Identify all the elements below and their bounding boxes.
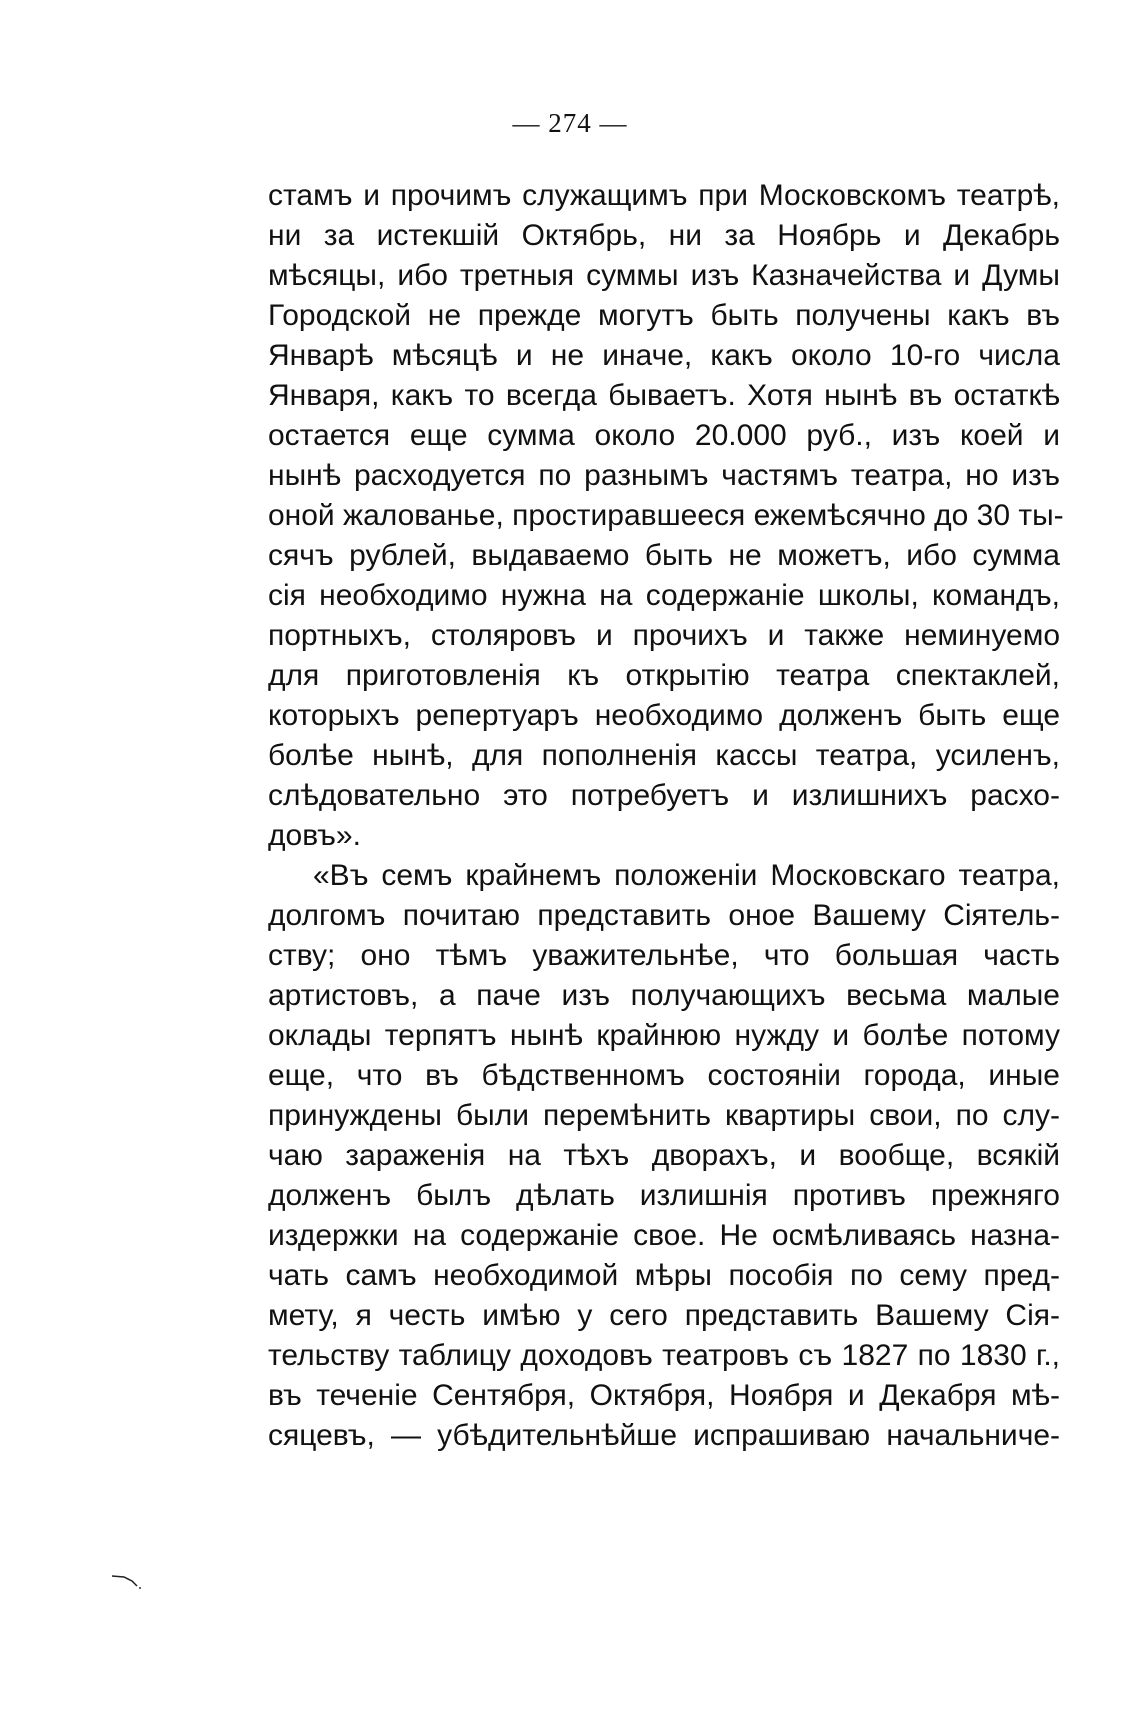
paragraph-2 [268,856,1060,1456]
text-line: ни за истекшій Октябрь, ни за Ноябрь и Декабрь [268,219,1060,252]
text-line: долгомъ почитаю представить оное Вашему Сіятель- [268,899,1060,932]
text-line: для приготовленія къ открытію театра спектаклей, [268,659,1060,692]
text-line: оной жалованье, простиравшееся ежемѣсячно до 30 ты- [268,499,1064,532]
text-line: чаю зараженія на тѣхъ дворахъ, и вообще, всякій [268,1139,1060,1172]
text-line: ству; оно тѣмъ уважительнѣе, что большая часть [268,939,1060,972]
text-line: мету, я честь имѣю у сего представить Вашему Сія- [268,1299,1060,1332]
text-line: остается еще сумма около 20.000 руб., изъ коей и [268,419,1060,452]
text-line: издержки на содержаніе свое. Не осмѣливаясь назна- [268,1219,1060,1252]
text-line: оклады терпятъ нынѣ крайнюю нужду и болѣе потому [268,1019,1060,1052]
page-number: — 274 — [512,108,628,138]
text-line: мѣсяцы, ибо третныя суммы изъ Казначейства и Думы [268,259,1060,292]
text-line: Января, какъ то всегда бываетъ. Хотя нынѣ въ остаткѣ [268,379,1060,412]
scan-speck-mark [110,1572,150,1592]
text-line: артистовъ, а паче изъ получающихъ весьма малые [268,979,1060,1012]
text-line: Январѣ мѣсяцѣ и не иначе, какъ около 10-го числа [268,339,1060,372]
text-line: долженъ былъ дѣлать излишнія противъ прежняго [268,1179,1060,1212]
paragraph-1 [268,176,1064,856]
text-line: еще, что въ бѣдственномъ состояніи города, иные [268,1059,1060,1092]
text-line: тельству таблицу доходовъ театровъ съ 1827 по 1830 г., [268,1339,1060,1372]
text-line: сяцевъ, — убѣдительнѣйше испрашиваю начальниче- [268,1419,1060,1452]
text-line: слѣдовательно это потребуетъ и излишнихъ расхо- [268,779,1060,812]
text-line: «Въ семъ крайнемъ положеніи Московскаго театра, [313,859,1060,892]
text-line: стамъ и прочимъ служащимъ при Московскомъ театрѣ, [268,179,1060,212]
body-text [268,176,1064,1456]
text-line: нынѣ расходуется по разнымъ частямъ театра, но изъ [268,459,1060,492]
text-line: портныхъ, столяровъ и прочихъ и также неминуемо [268,619,1060,652]
text-line: сячъ рублей, выдаваемо быть не можетъ, ибо сумма [268,539,1060,572]
text-line: сія необходимо нужна на содержаніе школы, командъ, [268,579,1060,612]
text-line: чать самъ необходимой мѣры пособія по сему пред- [268,1259,1060,1292]
text-line: Городской не прежде могутъ быть получены какъ въ [268,299,1060,332]
text-line: въ теченіе Сентября, Октября, Ноября и Декабря мѣ- [268,1379,1060,1412]
text-line: болѣе нынѣ, для пополненія кассы театра, усиленъ, [268,739,1060,772]
text-line: довъ». [268,819,361,852]
text-line: принуждены были перемѣнить квартиры свои, по слу- [268,1099,1060,1132]
text-line: которыхъ репертуаръ необходимо долженъ быть еще [268,699,1060,732]
